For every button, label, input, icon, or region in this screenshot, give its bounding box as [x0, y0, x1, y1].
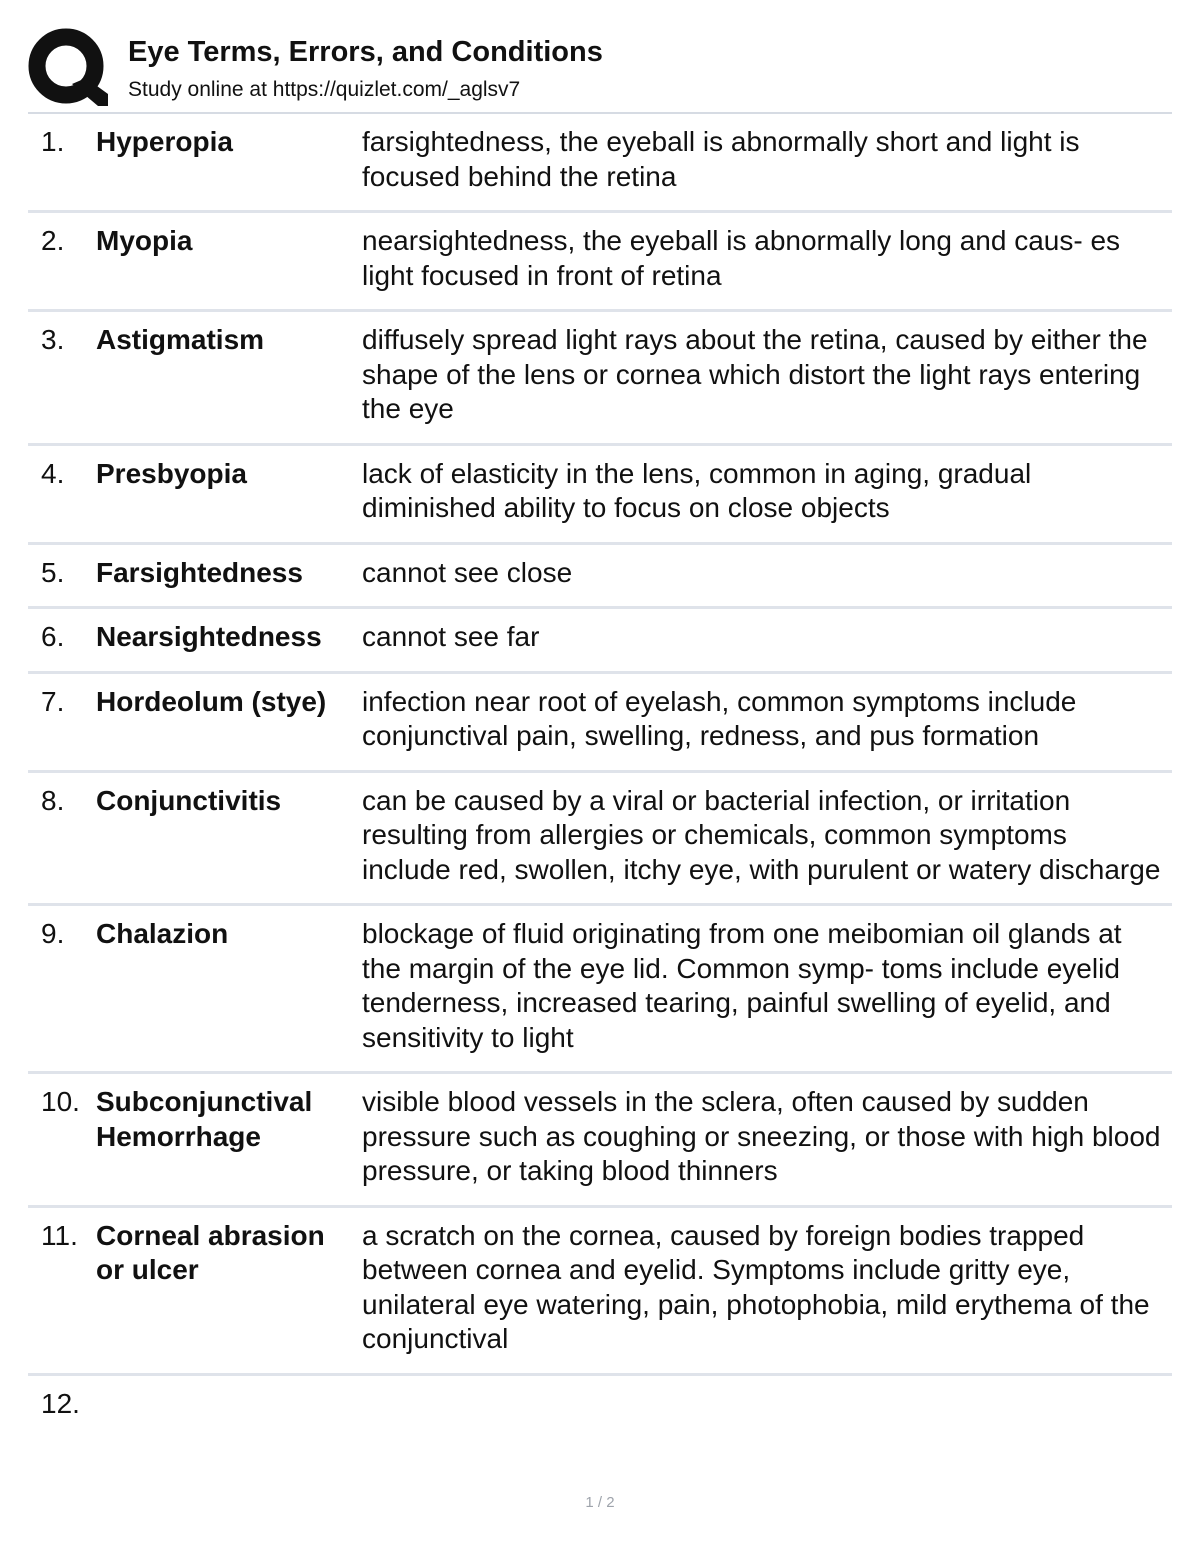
term-definition — [362, 1387, 1162, 1422]
row-number: 4. — [41, 457, 65, 489]
term-definition: nearsightedness, the eyeball is abnormally long and caus- es light focused in front of retina — [362, 225, 1121, 291]
term-label: Chalazion — [96, 918, 229, 949]
term-definition: infection near root of eyelash, common symptoms include conjunctival pain, swelling, redness, and pus formation — [362, 685, 1077, 751]
term-row — [28, 114, 1172, 213]
term-definition: blockage of fluid originating from one meibomian oil glands at the margin of the eye lid. Common symp- toms include eyelid tenderness, increased tearing, painful swelling of eyelid, and sensitivity to light — [362, 918, 1122, 1053]
term-row — [28, 674, 1172, 773]
term-label: Farsightedness — [96, 556, 303, 588]
row-number: 10. — [41, 1086, 80, 1117]
row-number: 3. — [41, 324, 65, 355]
term-label: Myopia — [96, 225, 193, 256]
term-row — [28, 446, 1172, 545]
term-label: Corneal abrasion or ulcer — [96, 1219, 325, 1285]
term-label: Hyperopia — [96, 126, 233, 157]
term-row — [28, 545, 1172, 610]
row-number: 2. — [41, 225, 65, 256]
term-row — [28, 1074, 1172, 1208]
term-row — [28, 213, 1172, 312]
term-definition: diffusely spread light rays about the retina, caused by either the shape of the lens or cornea which distort the light rays entering the eye — [362, 324, 1148, 424]
term-row — [28, 1376, 1172, 1438]
row-number: 6. — [41, 621, 65, 652]
quizlet-logo-icon — [28, 28, 108, 108]
term-definition: visible blood vessels in the sclera, often caused by sudden pressure such as coughing or sneezing, or those with high blood pressure, or taking blood thinners — [362, 1086, 1161, 1186]
term-definition: a scratch on the cornea, caused by foreign bodies trapped between cornea and eyelid. Symptoms include gritty eye, unilateral eye watering, pain, photophobia, mild erythema of the conjunctival — [362, 1219, 1150, 1354]
document-header — [28, 28, 1172, 112]
row-number: 7. — [41, 685, 65, 717]
row-number: 8. — [41, 784, 65, 816]
term-definition: cannot see far — [362, 621, 540, 652]
term-label: Presbyopia — [96, 457, 247, 489]
term-definition: farsightedness, the eyeball is abnormally short and light is focused behind the retina — [362, 126, 1080, 192]
term-label: Conjunctivitis — [96, 784, 282, 816]
term-row — [28, 1208, 1172, 1376]
term-label: Nearsightedness — [96, 621, 322, 652]
term-row — [28, 312, 1172, 446]
term-label: Hordeolum (stye) — [96, 685, 327, 717]
page-indicator: 1 / 2 — [585, 1494, 615, 1511]
term-row — [28, 906, 1172, 1074]
study-online-link[interactable]: Study online at https://quizlet.com/_aglsv7 — [128, 78, 521, 101]
term-definition: lack of elasticity in the lens, common in aging, gradual diminished ability to focus on close objects — [362, 457, 1032, 523]
document-title: Eye Terms, Errors, and Conditions — [128, 36, 603, 68]
term-label: Astigmatism — [96, 324, 265, 355]
row-number: 12. — [41, 1387, 80, 1419]
term-label: Subconjunctival Hemorrhage — [96, 1086, 313, 1152]
term-row — [28, 609, 1172, 674]
row-number: 11. — [41, 1219, 78, 1251]
row-number: 1. — [41, 126, 65, 157]
row-number: 5. — [41, 556, 65, 588]
terms-list — [28, 114, 1172, 1437]
row-number: 9. — [41, 918, 65, 949]
term-row — [28, 773, 1172, 907]
term-definition: can be caused by a viral or bacterial infection, or irritation resulting from allergies or chemicals, common symptoms include red, swollen, itchy eye, with purulent or watery discharge — [362, 784, 1161, 885]
term-definition: cannot see close — [362, 556, 573, 588]
